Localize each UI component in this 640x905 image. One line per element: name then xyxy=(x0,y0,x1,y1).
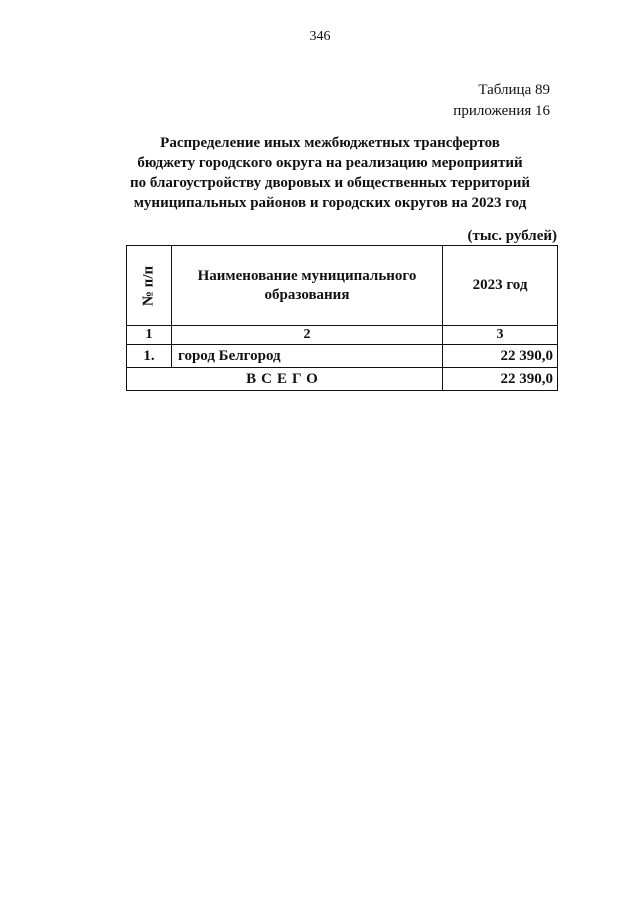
title-line: Распределение иных межбюджетных трансфертов xyxy=(160,135,500,151)
total-row xyxy=(127,368,558,391)
title-line: бюджету городского округа на реализацию мероприятий xyxy=(137,155,523,171)
title-line: муниципальных районов и городских округов на 2023 год xyxy=(133,195,527,211)
column-index: 3 xyxy=(443,326,558,345)
table-ref-line2: приложения 16 xyxy=(453,103,550,119)
header-year: 2023 год xyxy=(443,246,558,326)
header-number xyxy=(127,246,172,326)
row-name: город Белгород xyxy=(172,345,443,368)
budget-table xyxy=(126,245,558,391)
document-title xyxy=(95,133,565,213)
units-label: (тыс. рублей) xyxy=(467,228,557,244)
header-number-label: № п/п xyxy=(140,265,157,306)
column-index: 2 xyxy=(172,326,443,345)
total-value: 22 390,0 xyxy=(443,368,558,391)
title-line: по благоустройству дворовых и общественных территорий xyxy=(129,175,531,191)
table-ref-line1: Таблица 89 xyxy=(478,82,550,98)
total-label: ВСЕГО xyxy=(127,368,443,391)
row-number: 1. xyxy=(127,345,172,368)
column-index: 1 xyxy=(127,326,172,345)
page-number: 346 xyxy=(309,29,331,44)
table-reference xyxy=(453,80,550,122)
header-name-line1: Наименование муниципального xyxy=(197,267,417,284)
header-name xyxy=(172,246,443,326)
column-index-row xyxy=(127,326,558,345)
table-row xyxy=(127,345,558,368)
row-value: 22 390,0 xyxy=(443,345,558,368)
header-name-line2: образования xyxy=(264,286,350,303)
table-header-row xyxy=(127,246,558,326)
